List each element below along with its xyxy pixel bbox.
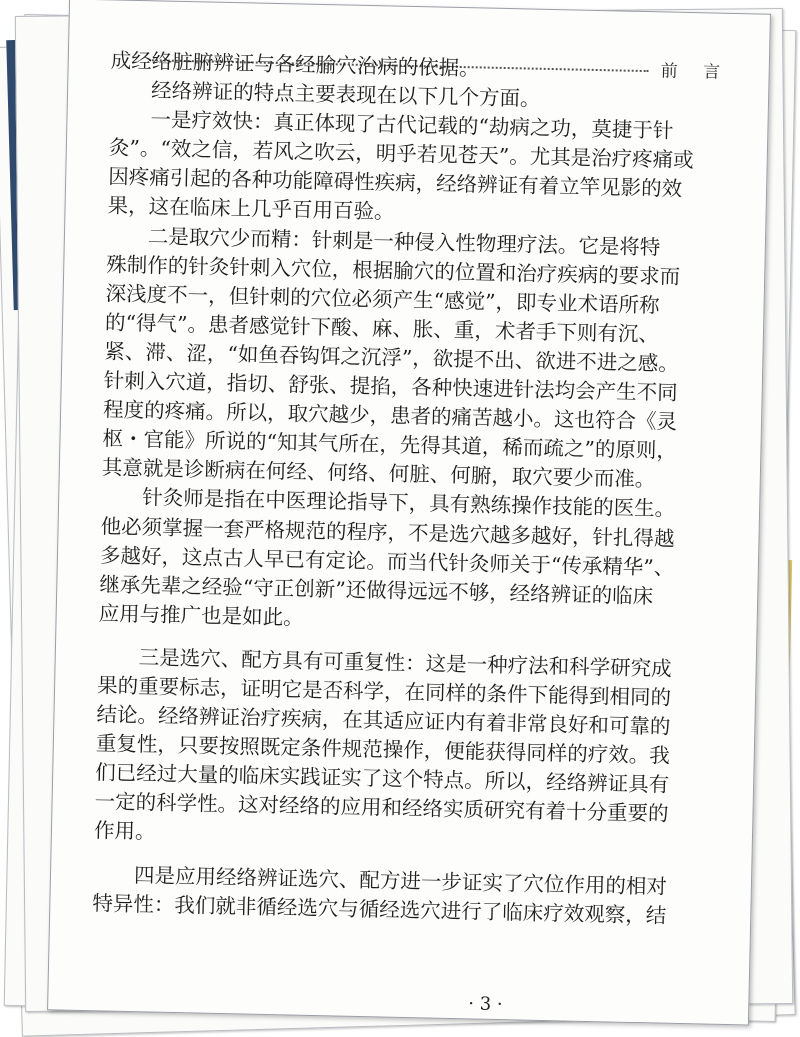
text-line: 多越好，这点古人早已有定论。而当代针灸师关于“传承精华”、 [99, 542, 675, 580]
text-line: 们已经过大量的临床实践证实了这个特点。所以，经络辨证具有 [94, 760, 670, 797]
text-line: 紧、滞、涩，“如鱼吞钩饵之沉浮”，欲提不出、欲进不进之感。 [104, 339, 680, 376]
body-text [92, 46, 723, 931]
text-line: 果，这在临床上几乎百用百验。 [107, 193, 395, 225]
paragraph-first-line: 一是疗效快：真正体现了古代记载的“劫病之功，莫捷于针 [150, 107, 674, 143]
paragraph-first-line: 经络辨证的特点主要表现在以下几个方面。 [150, 78, 541, 111]
running-header-title: 前 言 [660, 61, 731, 83]
text-line: 他必须掌握一套严格规范的程序，不是选穴越多越好，针扎得越 [100, 513, 675, 551]
text-line: 应用与推广也是如此。 [98, 601, 304, 630]
text-line: 殊制作的针灸针刺入穴位，根据腧穴的位置和治疗疾病的要求而 [106, 251, 681, 289]
text-line: 枢・官能》所说的“知其气所在，先得其道，稀而疏之”的原则， [102, 426, 678, 464]
paragraph-first-line: 二是取穴少而精：针刺是一种侵入性物理疗法。它是将特 [147, 223, 661, 259]
text-line: 的“得气”。患者感觉针下酸、麻、胀、重，术者手下则有沉、 [104, 310, 660, 347]
text-line: 针刺入穴道，指切、舒张、提掐，各种快速进针法均会产生不同 [103, 368, 678, 405]
paragraph-first-line: 三是选穴、配方具有可重复性：这是一种疗法和科学研究成 [138, 645, 672, 681]
text-line: 其意就是诊断病在何经、何络、何脏、何腑，取穴要少而准。 [101, 455, 656, 492]
text-line: 重复性，只要按照既定条件规范操作，便能获得同样的疗效。我 [95, 731, 671, 768]
text-line: 果的重要标志，证明它是否科学，在同样的条件下能得到相同的 [96, 673, 672, 710]
text-line: 程度的疼痛。所以，取穴越少，患者的痛苦越小。这也符合《灵 [102, 397, 678, 434]
text-line: 深浅度不一，但针刺的穴位必须产生“感觉”，即专业术语所称 [105, 281, 660, 318]
text-line: 因疼痛引起的各种功能障碍性疾病，经络辨证有着立竿见影的效 [107, 164, 683, 202]
paragraph-first-line: 针灸师是指在中医理论指导下，具有熟练操作技能的医生。 [141, 485, 676, 522]
text-line: 继承先辈之经验“守正创新”还做得远远不够，经络辨证的临床 [99, 571, 654, 609]
text-line: 成经络脏腑辨证与各经腧穴治病的依据。 [110, 48, 480, 81]
page-number: · 3 · [468, 993, 503, 1016]
text-line: 特异性：我们就非循经选穴与循经选穴进行了临床疗效观察，结 [92, 890, 667, 928]
text-line: 结论。经络辨证治疗疾病，在其适应证内有着非常良好和可靠的 [96, 702, 671, 739]
paragraph-first-line: 四是应用经络辨证选穴、配方进一步证实了穴位作用的相对 [133, 862, 668, 899]
text-line: 作用。 [93, 818, 156, 844]
text-line: 灸”。“效之信，若风之吹云，明乎若见苍天”。尤其是治疗疼痛或 [108, 135, 694, 173]
document-page [47, 0, 771, 1026]
text-line: 一定的科学性。这对经络的应用和经络实质研究有着十分重要的 [94, 789, 669, 827]
